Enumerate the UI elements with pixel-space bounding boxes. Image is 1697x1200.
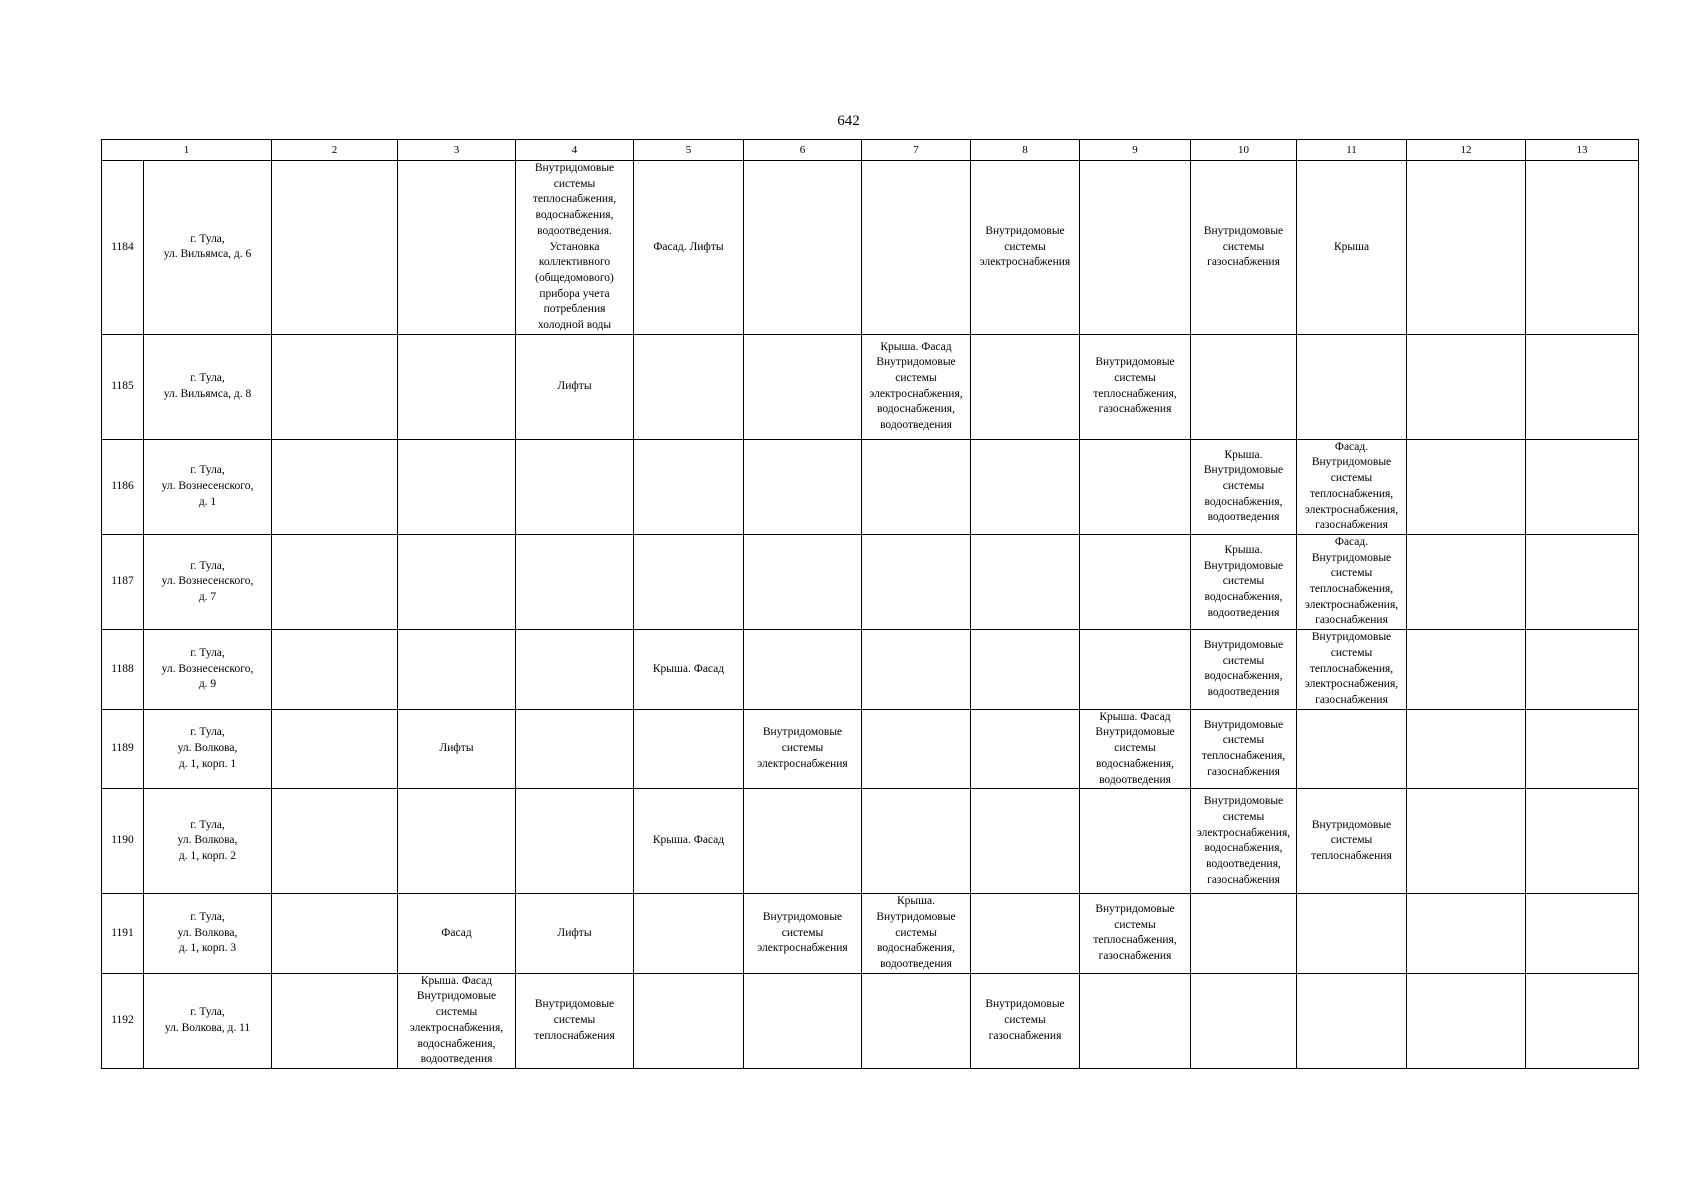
cell-col-7: Крыша. Внутридомовые системы водоснабжения, водоотведения — [862, 894, 971, 974]
cell-col-8 — [971, 894, 1080, 974]
column-header: 10 — [1191, 140, 1297, 161]
cell-col-3 — [398, 334, 516, 439]
table-row — [102, 630, 1639, 710]
cell-col-11 — [1297, 973, 1407, 1068]
cell-col-13 — [1526, 894, 1639, 974]
cell-col-10: Крыша. Внутридомовые системы водоснабжения, водоотведения — [1191, 534, 1297, 629]
cell-col-2 — [272, 709, 398, 789]
cell-col-11: Фасад. Внутридомовые системы теплоснабжения, электроснабжения, газоснабжения — [1297, 439, 1407, 534]
cell-col-2 — [272, 973, 398, 1068]
cell-col-2 — [272, 439, 398, 534]
cell-col-7 — [862, 709, 971, 789]
cell-col-10 — [1191, 894, 1297, 974]
cell-col-3 — [398, 630, 516, 710]
cell-col-2 — [272, 334, 398, 439]
cell-col-3 — [398, 534, 516, 629]
cell-col-13 — [1526, 973, 1639, 1068]
cell-col-6 — [744, 439, 862, 534]
address-cell: г. Тула, ул. Вознесенского, д. 9 — [144, 630, 272, 710]
cell-col-12 — [1407, 789, 1526, 894]
cell-col-12 — [1407, 534, 1526, 629]
cell-col-12 — [1407, 894, 1526, 974]
address-cell: г. Тула, ул. Вознесенского, д. 7 — [144, 534, 272, 629]
row-number: 1190 — [102, 789, 144, 894]
cell-col-10: Внутридомовые системы газоснабжения — [1191, 161, 1297, 335]
cell-col-12 — [1407, 161, 1526, 335]
cell-col-3 — [398, 789, 516, 894]
cell-col-4: Внутридомовые системы теплоснабжения, водоснабжения, водоотведения. Установка коллективного (общедомового) прибора учета потребления холодной воды — [516, 161, 634, 335]
cell-col-2 — [272, 161, 398, 335]
address-cell: г. Тула, ул. Вильямса, д. 8 — [144, 334, 272, 439]
row-number: 1187 — [102, 534, 144, 629]
column-header: 5 — [634, 140, 744, 161]
cell-col-10: Внутридомовые системы электроснабжения, водоснабжения, водоотведения, газоснабжения — [1191, 789, 1297, 894]
cell-col-12 — [1407, 973, 1526, 1068]
cell-col-12 — [1407, 334, 1526, 439]
cell-col-5 — [634, 334, 744, 439]
column-header: 2 — [272, 140, 398, 161]
cell-col-5 — [634, 534, 744, 629]
row-number: 1191 — [102, 894, 144, 974]
cell-col-9 — [1080, 439, 1191, 534]
cell-col-13 — [1526, 709, 1639, 789]
cell-col-11 — [1297, 709, 1407, 789]
column-header: 4 — [516, 140, 634, 161]
column-header: 6 — [744, 140, 862, 161]
address-cell: г. Тула, ул. Вознесенского, д. 1 — [144, 439, 272, 534]
cell-col-3: Фасад — [398, 894, 516, 974]
address-cell: г. Тула, ул. Волкова, д. 1, корп. 2 — [144, 789, 272, 894]
cell-col-5: Фасад. Лифты — [634, 161, 744, 335]
cell-col-6 — [744, 161, 862, 335]
cell-col-7: Крыша. Фасад Внутридомовые системы электроснабжения, водоснабжения, водоотведения — [862, 334, 971, 439]
cell-col-5 — [634, 439, 744, 534]
cell-col-10 — [1191, 334, 1297, 439]
cell-col-12 — [1407, 439, 1526, 534]
cell-col-10: Внутридомовые системы водоснабжения, водоотведения — [1191, 630, 1297, 710]
cell-col-6 — [744, 973, 862, 1068]
column-header: 11 — [1297, 140, 1407, 161]
cell-col-13 — [1526, 334, 1639, 439]
cell-col-13 — [1526, 534, 1639, 629]
cell-col-5 — [634, 894, 744, 974]
cell-col-9: Внутридомовые системы теплоснабжения, газоснабжения — [1080, 894, 1191, 974]
table-row — [102, 534, 1639, 629]
cell-col-8 — [971, 334, 1080, 439]
cell-col-7 — [862, 973, 971, 1068]
cell-col-7 — [862, 439, 971, 534]
table-row — [102, 334, 1639, 439]
cell-col-3: Лифты — [398, 709, 516, 789]
cell-col-9 — [1080, 789, 1191, 894]
table-row — [102, 439, 1639, 534]
cell-col-4 — [516, 630, 634, 710]
cell-col-5 — [634, 709, 744, 789]
cell-col-12 — [1407, 709, 1526, 789]
cell-col-8 — [971, 439, 1080, 534]
cell-col-9: Внутридомовые системы теплоснабжения, газоснабжения — [1080, 334, 1191, 439]
cell-col-6 — [744, 534, 862, 629]
table-row — [102, 789, 1639, 894]
row-number: 1185 — [102, 334, 144, 439]
table-row — [102, 973, 1639, 1068]
cell-col-6 — [744, 334, 862, 439]
cell-col-7 — [862, 630, 971, 710]
cell-col-9 — [1080, 973, 1191, 1068]
cell-col-3 — [398, 439, 516, 534]
cell-col-4: Внутридомовые системы теплоснабжения — [516, 973, 634, 1068]
cell-col-13 — [1526, 161, 1639, 335]
cell-col-11: Внутридомовые системы теплоснабжения — [1297, 789, 1407, 894]
column-header: 12 — [1407, 140, 1526, 161]
cell-col-7 — [862, 161, 971, 335]
address-cell: г. Тула, ул. Вильямса, д. 6 — [144, 161, 272, 335]
address-cell: г. Тула, ул. Волкова, д. 11 — [144, 973, 272, 1068]
cell-col-10 — [1191, 973, 1297, 1068]
row-number: 1184 — [102, 161, 144, 335]
cell-col-6: Внутридомовые системы электроснабжения — [744, 894, 862, 974]
cell-col-7 — [862, 534, 971, 629]
cell-col-5 — [634, 973, 744, 1068]
cell-col-10: Внутридомовые системы теплоснабжения, газоснабжения — [1191, 709, 1297, 789]
cell-col-2 — [272, 630, 398, 710]
cell-col-4 — [516, 789, 634, 894]
row-number: 1188 — [102, 630, 144, 710]
column-header: 1 — [102, 140, 272, 161]
cell-col-8 — [971, 534, 1080, 629]
table-row — [102, 894, 1639, 974]
cell-col-5: Крыша. Фасад — [634, 789, 744, 894]
address-cell: г. Тула, ул. Волкова, д. 1, корп. 3 — [144, 894, 272, 974]
row-number: 1186 — [102, 439, 144, 534]
cell-col-4: Лифты — [516, 334, 634, 439]
cell-col-8: Внутридомовые системы электроснабжения — [971, 161, 1080, 335]
cell-col-2 — [272, 894, 398, 974]
cell-col-8 — [971, 630, 1080, 710]
cell-col-10: Крыша. Внутридомовые системы водоснабжения, водоотведения — [1191, 439, 1297, 534]
cell-col-9 — [1080, 630, 1191, 710]
cell-col-11: Фасад. Внутридомовые системы теплоснабжения, электроснабжения, газоснабжения — [1297, 534, 1407, 629]
cell-col-4 — [516, 439, 634, 534]
cell-col-11 — [1297, 894, 1407, 974]
row-number: 1189 — [102, 709, 144, 789]
column-header: 7 — [862, 140, 971, 161]
cell-col-8 — [971, 789, 1080, 894]
cell-col-4 — [516, 534, 634, 629]
cell-col-6: Внутридомовые системы электроснабжения — [744, 709, 862, 789]
cell-col-11: Внутридомовые системы теплоснабжения, электроснабжения, газоснабжения — [1297, 630, 1407, 710]
cell-col-2 — [272, 534, 398, 629]
cell-col-11: Крыша — [1297, 161, 1407, 335]
cell-col-8 — [971, 709, 1080, 789]
cell-col-13 — [1526, 630, 1639, 710]
cell-col-11 — [1297, 334, 1407, 439]
cell-col-5: Крыша. Фасад — [634, 630, 744, 710]
address-cell: г. Тула, ул. Волкова, д. 1, корп. 1 — [144, 709, 272, 789]
column-header: 8 — [971, 140, 1080, 161]
registry-table — [101, 139, 1639, 1069]
cell-col-13 — [1526, 789, 1639, 894]
cell-col-3 — [398, 161, 516, 335]
cell-col-12 — [1407, 630, 1526, 710]
cell-col-9 — [1080, 534, 1191, 629]
cell-col-6 — [744, 789, 862, 894]
cell-col-2 — [272, 789, 398, 894]
cell-col-3: Крыша. Фасад Внутридомовые системы электроснабжения, водоснабжения, водоотведения — [398, 973, 516, 1068]
cell-col-9: Крыша. Фасад Внутридомовые системы водоснабжения, водоотведения — [1080, 709, 1191, 789]
cell-col-9 — [1080, 161, 1191, 335]
column-header: 9 — [1080, 140, 1191, 161]
cell-col-6 — [744, 630, 862, 710]
row-number: 1192 — [102, 973, 144, 1068]
column-header: 13 — [1526, 140, 1639, 161]
table-row — [102, 709, 1639, 789]
cell-col-13 — [1526, 439, 1639, 534]
cell-col-4 — [516, 709, 634, 789]
cell-col-4: Лифты — [516, 894, 634, 974]
table-row — [102, 161, 1639, 335]
header-row — [102, 140, 1639, 161]
cell-col-7 — [862, 789, 971, 894]
page-number: 642 — [837, 113, 860, 129]
cell-col-8: Внутридомовые системы газоснабжения — [971, 973, 1080, 1068]
column-header: 3 — [398, 140, 516, 161]
